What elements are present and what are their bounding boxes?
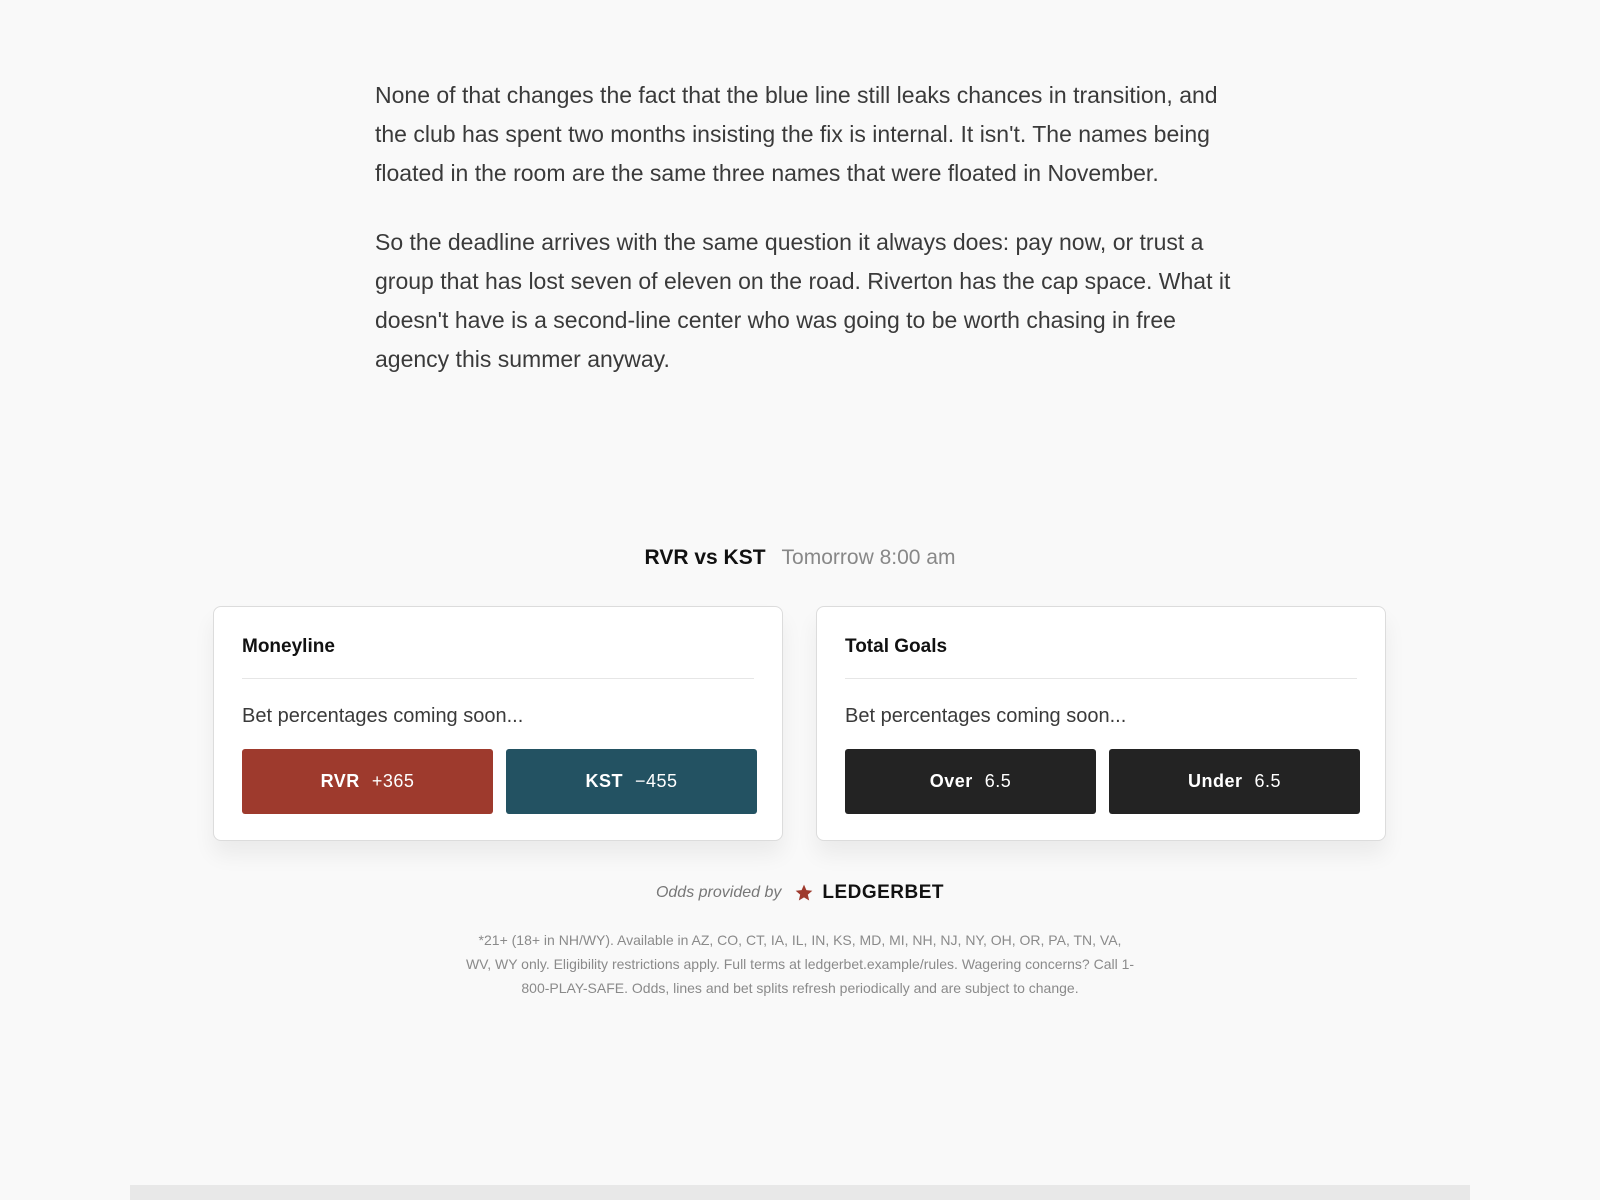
bet-button-under[interactable] [1109, 749, 1360, 814]
matchup-time: Tomorrow 8:00 am [781, 546, 956, 569]
article-paragraph: So the deadline arrives with the same question it always does: pay now, or trust a group that has lost seven of eleven on the road. Riverton has the cap space. What it doesn't have is a second-line center who was going to be worth chasing in free agency this summer anyway. [375, 229, 1231, 372]
divider [242, 678, 754, 679]
bet-option-label: Over [929, 771, 973, 791]
moneyline-card [213, 606, 783, 841]
bet-option-odds: −455 [634, 771, 678, 791]
article-body [375, 76, 1235, 409]
legal-disclaimer: *21+ (18+ in NH/WY). Available in AZ, CO, CT, IA, IL, IN, KS, MD, MI, NH, NJ, NY, OH, OR, PA, TN, VA, WV, WY only. Eligibility restrictions apply. Full terms at ledgerbet.example/rules. Wagering concerns? Call 1-800-PLAY-SAFE. Odds, lines and bet splits refresh periodically and are subject to change. [465, 932, 1135, 996]
divider [845, 678, 1357, 679]
provider-brand[interactable]: LEDGERBET [822, 882, 945, 903]
matchup-header [0, 543, 1600, 573]
bet-button-rvr-moneyline[interactable] [242, 749, 493, 814]
bet-option-line: 6.5 [1254, 771, 1282, 791]
market-title: Moneyline [242, 636, 335, 657]
bet-button-over[interactable] [845, 749, 1096, 814]
bet-option-label: KST [585, 771, 623, 791]
bet-option-label: Under [1187, 771, 1243, 791]
bet-button-kst-moneyline[interactable] [506, 749, 757, 814]
matchup-teams: RVR vs KST [644, 546, 766, 569]
bet-percentages-note: Bet percentages coming soon... [242, 705, 524, 727]
star-icon [794, 883, 814, 903]
bet-percentages-note: Bet percentages coming soon... [845, 705, 1127, 727]
article-paragraph: None of that changes the fact that the blue line still leaks chances in transition, and the club has spent two months insisting the fix is internal. It isn't. The names being floated in the room are the same three names that were floated in November. [375, 82, 1218, 186]
provider-prefix: Odds provided by [655, 884, 782, 901]
market-title: Total Goals [845, 636, 948, 657]
total-goals-card [816, 606, 1386, 841]
footer-bar [130, 1185, 1470, 1200]
bet-option-label: RVR [320, 771, 360, 791]
bet-option-odds: +365 [371, 771, 415, 791]
odds-provider [0, 882, 1600, 904]
bet-option-line: 6.5 [984, 771, 1012, 791]
